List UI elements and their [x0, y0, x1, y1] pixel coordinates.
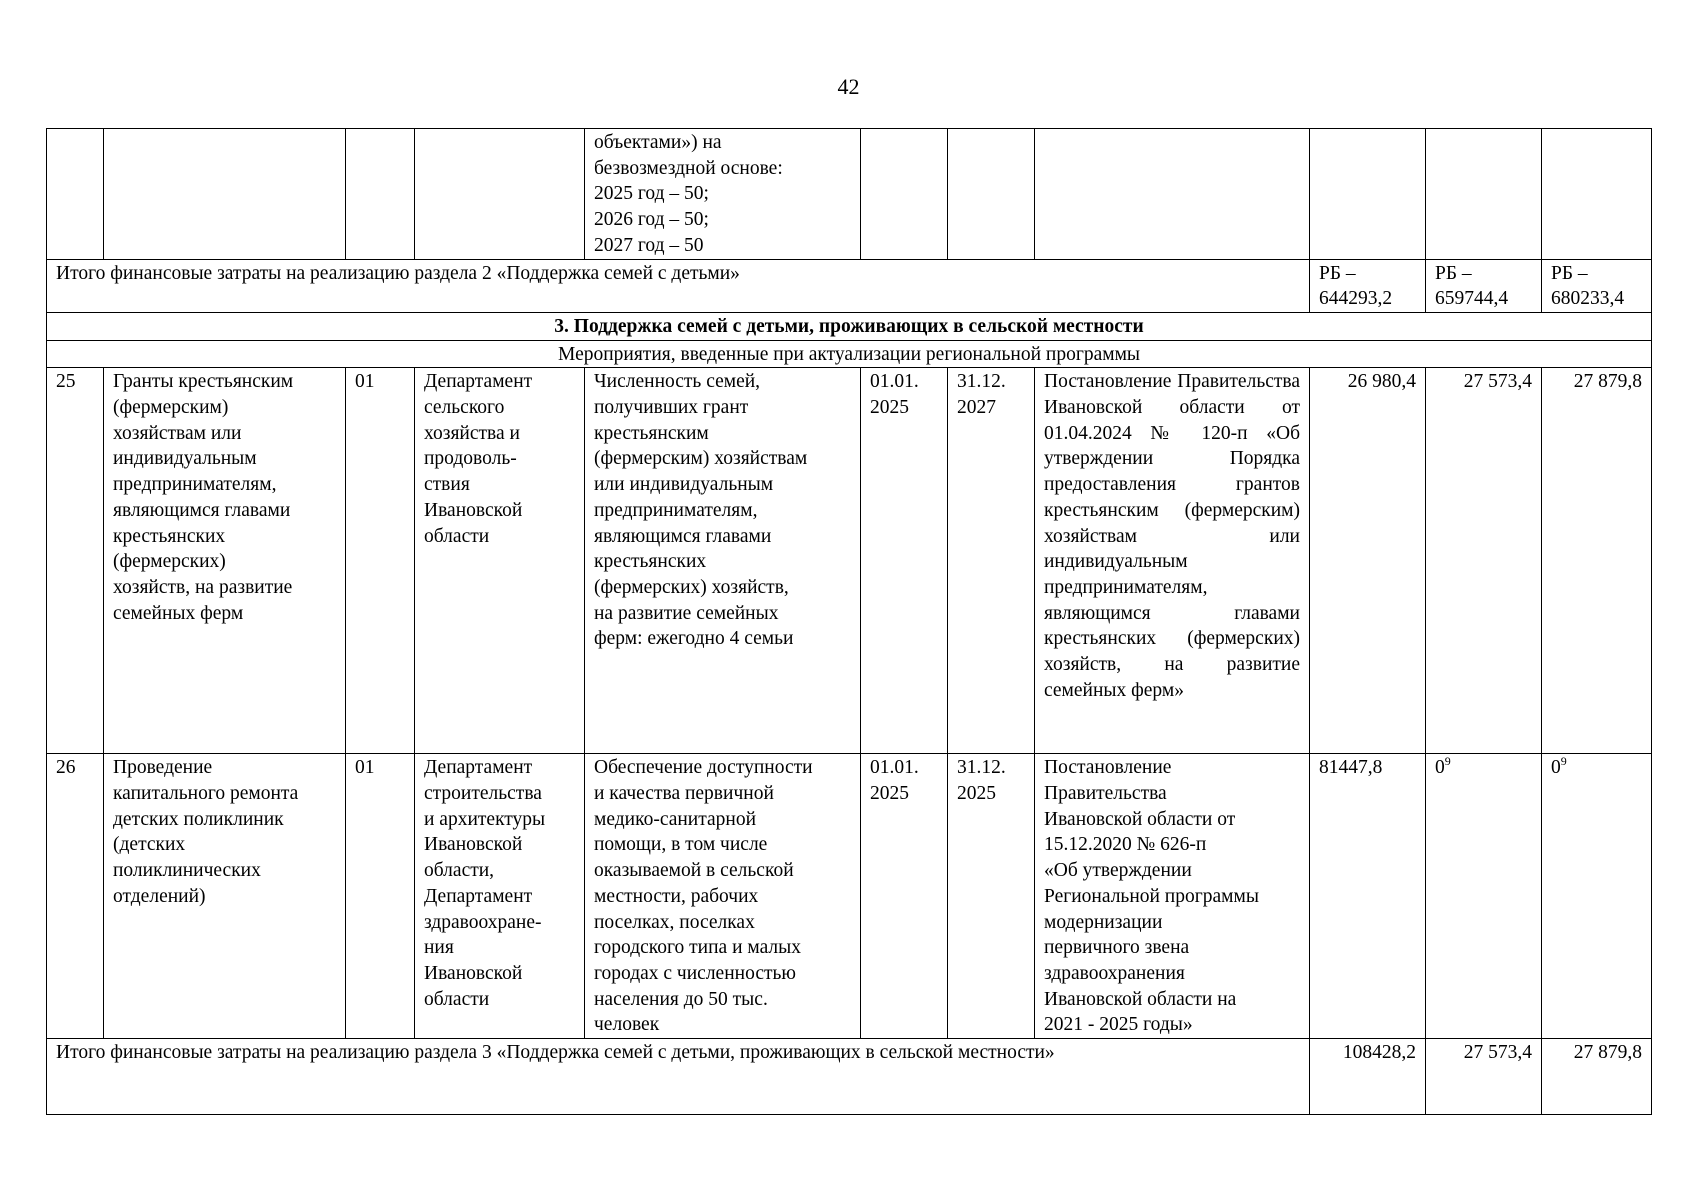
row-start: 01.01. 2025 [861, 754, 948, 1039]
section3-total-label: Итого финансовые затраты на реализацию раздела 3 «Поддержка семей с детьми, проживающих в сельской местности» [47, 1039, 1310, 1115]
row-2026-value: 0 [1435, 757, 1445, 779]
row-num: 26 [47, 754, 104, 1039]
section3-header-row [47, 312, 1652, 340]
cell-name [104, 129, 346, 260]
section3-subheader: Мероприятия, введенные при актуализации региональной программы [47, 340, 1652, 368]
section2-total-2025: РБ – 644293,2 [1310, 259, 1426, 312]
cell-2025 [1310, 129, 1426, 260]
section3-subheader-row [47, 340, 1652, 368]
section3-header: 3. Поддержка семей с детьми, проживающих в сельской местности [47, 312, 1652, 340]
row-2025: 81447,8 [1310, 754, 1426, 1039]
row-end: 31.12. 2025 [948, 754, 1035, 1039]
cell-2026 [1426, 129, 1542, 260]
row-2027: 27 879,8 [1542, 368, 1652, 754]
continuation-row [47, 129, 1652, 260]
footnote-mark: 9 [1444, 754, 1451, 769]
row-2026: 27 573,4 [1426, 368, 1542, 754]
row-basis: Постановление Правительства Ивановской области от 01.04.2024 № 120-п «Об утверждении Порядка предоставления грантов крестьянским (фермерским) хозяйствам или индивидуальным предпринимателям, являющимся главами крестьянских (фермерских) хозяйств, на развитие семейных ферм» [1035, 368, 1310, 754]
section3-total-2025: 108428,2 [1310, 1039, 1426, 1115]
row-start: 01.01. 2025 [861, 368, 948, 754]
row-2027-value: 0 [1551, 757, 1561, 779]
cell-basis [1035, 129, 1310, 260]
row-indicator: Численность семей, получивших грант крестьянским (фермерским) хозяйствам или индивидуальным предпринимателям, являющимся главами крестьянских (фермерских) хозяйств, на развитие семейных ферм: ежегодно 4 семьи [585, 368, 861, 754]
cell-num [47, 129, 104, 260]
page-number: 42 [837, 74, 860, 99]
section2-total-row [47, 259, 1652, 312]
cell-executor [415, 129, 585, 260]
section3-total-row [47, 1039, 1652, 1115]
table-row [47, 754, 1652, 1039]
section3-total-2026: 27 573,4 [1426, 1039, 1542, 1115]
row-2026 [1426, 754, 1542, 1039]
row-name: Проведение капитального ремонта детских поликлиник (детских поликлинических отделений) [104, 754, 346, 1039]
section2-total-label: Итого финансовые затраты на реализацию раздела 2 «Поддержка семей с детьми» [47, 259, 1310, 312]
section3-total-2027: 27 879,8 [1542, 1039, 1652, 1115]
footnote-mark: 9 [1560, 754, 1567, 769]
row-name: Гранты крестьянским (фермерским) хозяйствам или индивидуальным предпринимателям, являющимся главами крестьянских (фермерских) хозяйств, на развитие семейных ферм [104, 368, 346, 754]
table-row [47, 368, 1652, 754]
section2-total-2026: РБ – 659744,4 [1426, 259, 1542, 312]
row-2027 [1542, 754, 1652, 1039]
program-table [46, 128, 1652, 1115]
section2-total-2027: РБ – 680233,4 [1542, 259, 1652, 312]
row-2025: 26 980,4 [1310, 368, 1426, 754]
row-executor: Департамент сельского хозяйства и продоволь- ствия Ивановской области [415, 368, 585, 754]
cell-start [861, 129, 948, 260]
cell-code [346, 129, 415, 260]
row-end: 31.12. 2027 [948, 368, 1035, 754]
row-code: 01 [346, 368, 415, 754]
row-code: 01 [346, 754, 415, 1039]
cell-2027 [1542, 129, 1652, 260]
cell-end [948, 129, 1035, 260]
row-indicator: Обеспечение доступности и качества первичной медико-санитарной помощи, в том числе оказываемой в сельской местности, рабочих поселках, поселках городского типа и малых городах с численностью населения до 50 тыс. человек [585, 754, 861, 1039]
row-executor: Департамент строительства и архитектуры Ивановской области, Департамент здравоохране- ния Ивановской области [415, 754, 585, 1039]
row-num: 25 [47, 368, 104, 754]
row-basis: Постановление Правительства Ивановской области от 15.12.2020 № 626-п «Об утверждении Региональной программы модернизации первичного звена здравоохранения Ивановской области на 2021 - 2025 годы» [1035, 754, 1310, 1039]
cell-indicator: объектами») на безвозмездной основе: 2025 год – 50; 2026 год – 50; 2027 год – 50 [585, 129, 861, 260]
